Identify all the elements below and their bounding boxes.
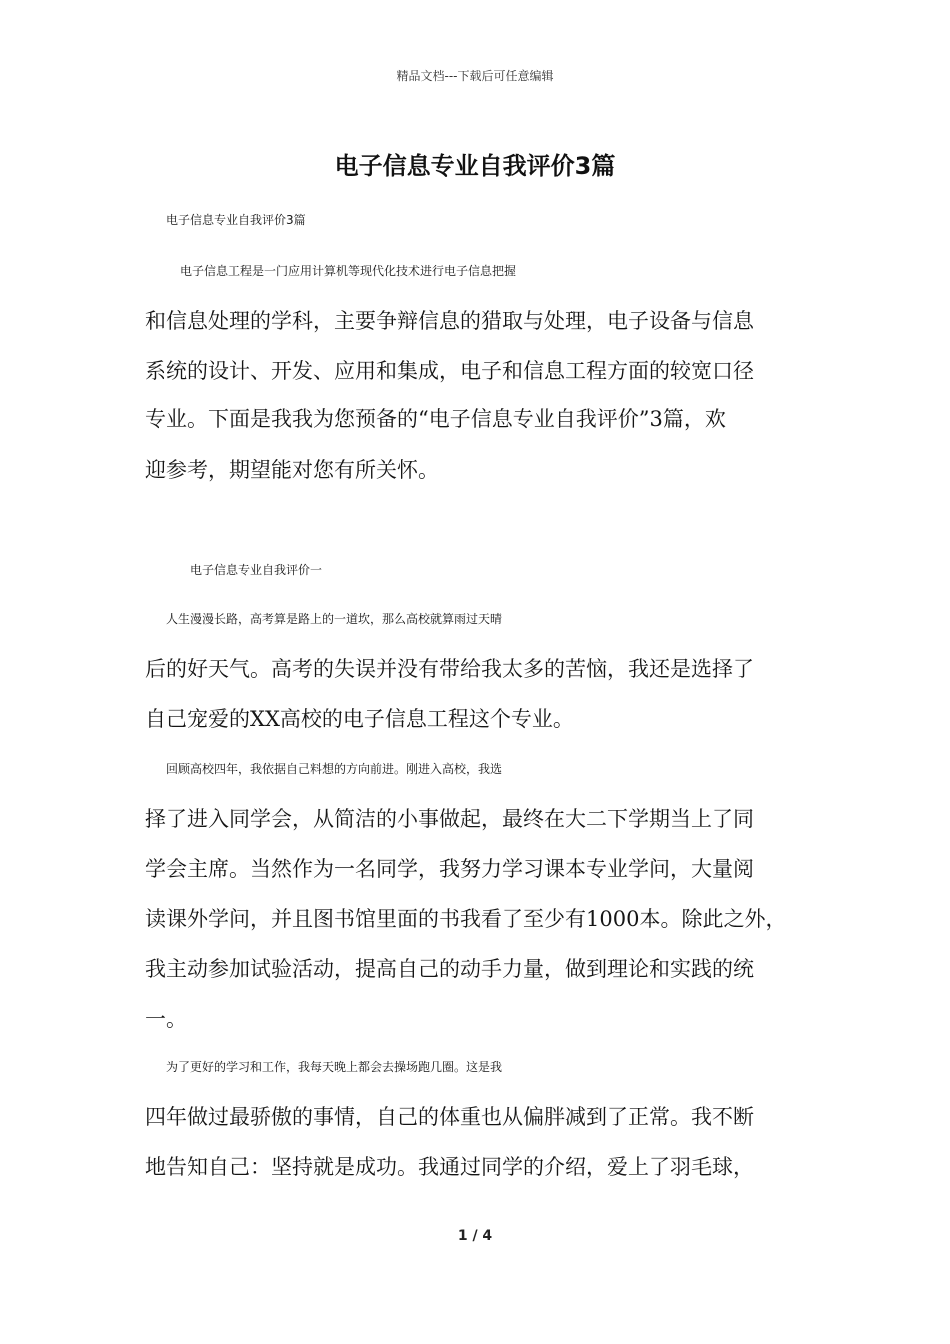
paragraph-line: 自己宠爱的XX高校的电子信息工程这个专业。 <box>145 707 574 731</box>
header-note: 精品文档---下载后可任意编辑 <box>396 69 554 83</box>
paragraph-line: 地告知自己：坚持就是成功。我通过同学的介绍，爱上了羽毛球， <box>145 1155 754 1179</box>
paragraph-line: 一。 <box>145 1007 187 1031</box>
paragraph-line: 为了更好的学习和工作，我每天晚上都会去操场跑几圈。这是我 <box>166 1060 503 1074</box>
intro-paragraph-line: 和信息处理的学科，主要争辩信息的猎取与处理，电子设备与信息 <box>145 309 754 333</box>
section-heading: 电子信息专业自我评价一 <box>190 563 323 577</box>
document-title: 电子信息专业自我评价3篇 <box>334 152 616 180</box>
paragraph-line: 学会主席。当然作为一名同学，我努力学习课本专业学问，大量阅 <box>145 857 754 881</box>
paragraph-line: 四年做过最骄傲的事情，自己的体重也从偏胖减到了正常。我不断 <box>145 1105 754 1129</box>
paragraph-line: 人生漫漫长路，高考算是路上的一道坎，那么高校就算雨过天晴 <box>166 612 503 626</box>
paragraph-line: 择了进入同学会，从简洁的小事做起，最终在大二下学期当上了同 <box>145 807 754 831</box>
intro-paragraph-line: 系统的设计、开发、应用和集成，电子和信息工程方面的较宽口径 <box>145 359 754 383</box>
subtitle-line: 电子信息专业自我评价3篇 <box>166 213 306 227</box>
paragraph-line: 读课外学问，并且图书馆里面的书我看了至少有1000本。除此之外， <box>145 907 787 931</box>
page-number: 1 / 4 <box>457 1228 493 1244</box>
paragraph-line: 回顾高校四年，我依据自己料想的方向前进。刚进入高校，我选 <box>166 762 503 776</box>
intro-paragraph-line: 迎参考，期望能对您有所关怀。 <box>145 458 439 482</box>
intro-paragraph-line: 电子信息工程是一门应用计算机等现代化技术进行电子信息把握 <box>180 264 517 278</box>
paragraph-line: 后的好天气。高考的失误并没有带给我太多的苦恼，我还是选择了 <box>145 657 754 681</box>
paragraph-line: 我主动参加试验活动，提高自己的动手力量，做到理论和实践的统 <box>145 957 754 981</box>
intro-paragraph-line: 专业。下面是我我为您预备的“电子信息专业自我评价”3篇，欢 <box>145 407 726 431</box>
